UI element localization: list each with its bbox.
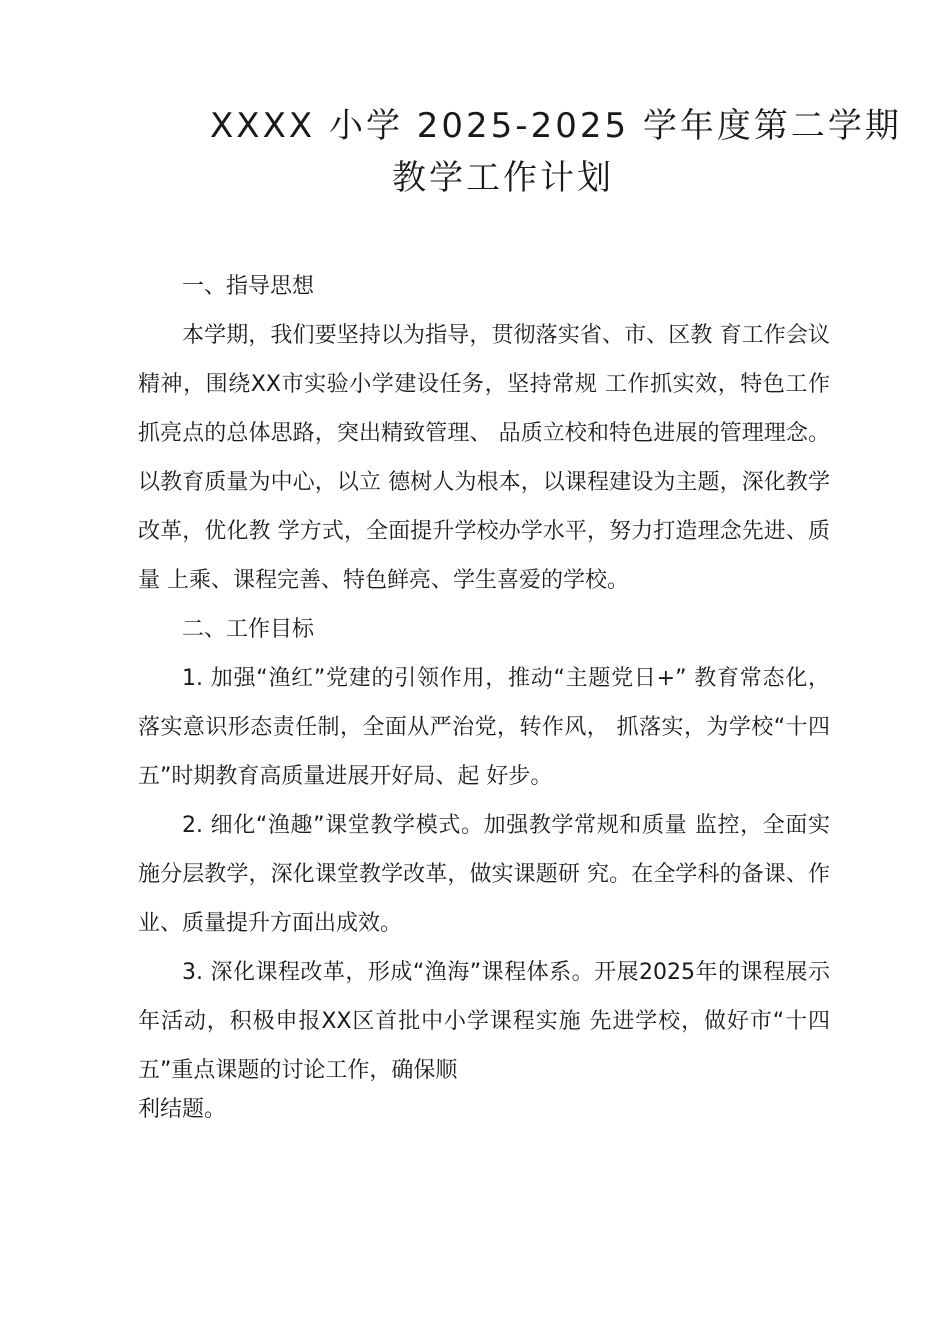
document-body bbox=[138, 262, 830, 1125]
goal-item-1: 1. 加强“渔红”党建的引领作用，推动“主题党日+” 教育常态化，落实意识形态责任制，全面从严治党，转作风， 抓落实，为学校“十四五”时期教育高质量进展开好局、起 好步。 bbox=[138, 666, 830, 789]
section-heading-work-goals: 二、工作目标 bbox=[182, 617, 315, 642]
goal-item-3: 3. 深化课程改革，形成“渔海”课程体系。开展2025年的课程展示年活动，积极申报XX区首批中小学课程实施 先进学校，做好市“十四五”重点课题的讨论工作，确保顺 bbox=[138, 960, 830, 1083]
title-line-2: 教学工作计划 bbox=[392, 158, 614, 198]
goal-item-2: 2. 细化“渔趣”课堂教学模式。加强教学常规和质量 监控，全面实施分层教学，深化课堂教学改革，做实课题研 究。在全学科的备课、作业、质量提升方面出成效。 bbox=[138, 813, 830, 936]
section-heading-guiding-ideology: 一、指导思想 bbox=[182, 274, 315, 299]
document-title bbox=[210, 100, 902, 204]
title-line-1: XXXX 小学 2025-2025 学年度第二学期 bbox=[210, 106, 902, 146]
goal-item-3-tail: 利结题。 bbox=[138, 1097, 227, 1122]
paragraph-guiding-ideology: 本学期，我们要坚持以为指导，贯彻落实省、市、区教 育工作会议精神，围绕XX市实验小学建设任务，坚持常规 工作抓实效，特色工作抓亮点的总体思路，突出精致管理、 品质立校和特色进展的管理理念。以教育质量为中心，以立 德树人为根本，以课程建设为主题，深化教学改革，优化教 学方式，全面提升学校办学水平，努力打造理念先进、质量 上乘、课程完善、特色鲜亮、学生喜爱的学校。 bbox=[138, 323, 830, 593]
